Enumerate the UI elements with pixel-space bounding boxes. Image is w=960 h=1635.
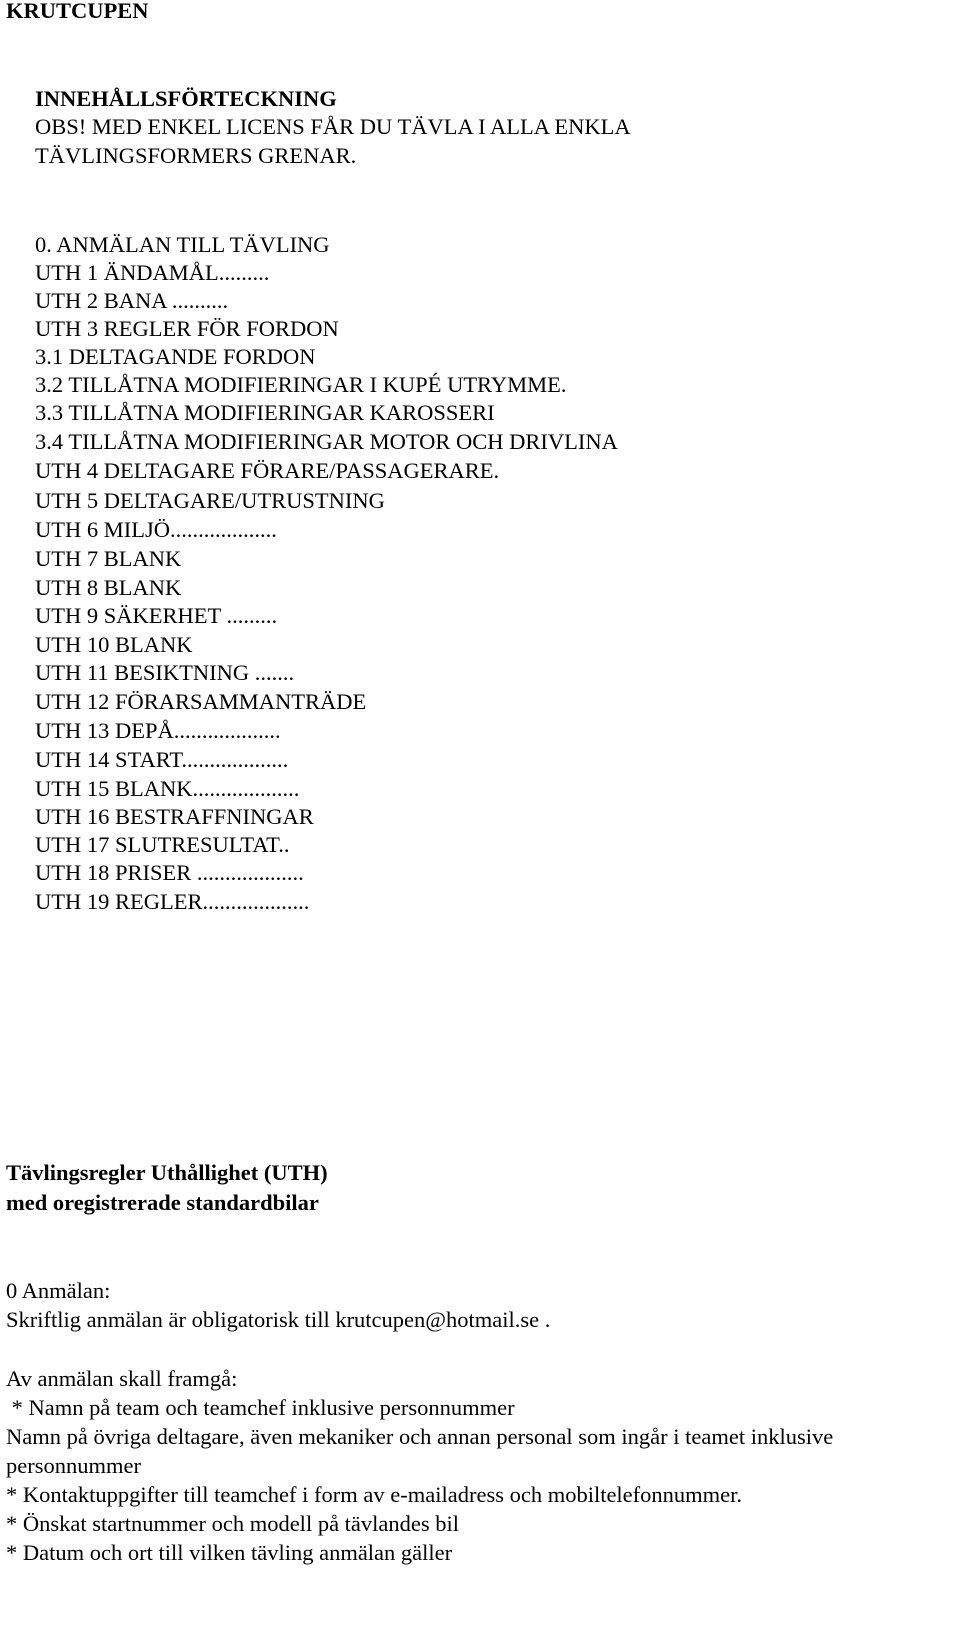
toc-item: UTH 9 SÄKERHET ......... [35, 603, 278, 628]
toc-item: UTH 3 REGLER FÖR FORDON [35, 316, 339, 341]
toc-item: 3.1 DELTAGANDE FORDON [35, 344, 316, 369]
paragraph-line-1: Namn på övriga deltagare, även mekaniker och annan personal som ingår i teamet inklusive [6, 1424, 834, 1449]
list-item: * Önskat startnummer och modell på tävlandes bil [6, 1511, 460, 1536]
toc-heading: INNEHÅLLSFÖRTECKNING [35, 86, 337, 111]
section-0-text: Skriftlig anmälan är obligatorisk till krutcupen@hotmail.se . [6, 1307, 551, 1332]
toc-item: UTH 11 BESIKTNING ....... [35, 660, 295, 685]
toc-notice-line-2: TÄVLINGSFORMERS GRENAR. [35, 143, 357, 168]
toc-item: UTH 12 FÖRARSAMMANTRÄDE [35, 689, 367, 714]
toc-item: UTH 13 DEPÅ................... [35, 718, 281, 743]
toc-item: UTH 7 BLANK [35, 546, 182, 571]
toc-item: 3.2 TILLÅTNA MODIFIERINGAR I KUPÉ UTRYMME. [35, 372, 567, 397]
list-item: * Namn på team och teamchef inklusive personnummer [6, 1395, 515, 1420]
toc-item: 0. ANMÄLAN TILL TÄVLING [35, 232, 330, 257]
section-0-heading: 0 Anmälan: [6, 1278, 111, 1303]
toc-item: UTH 17 SLUTRESULTAT.. [35, 832, 290, 857]
rules-title-line-1: Tävlingsregler Uthållighet (UTH) [6, 1160, 328, 1185]
toc-item: UTH 15 BLANK................... [35, 776, 300, 801]
toc-item: UTH 14 START................... [35, 747, 289, 772]
toc-item: UTH 8 BLANK [35, 575, 182, 600]
list-item: * Datum och ort till vilken tävling anmälan gäller [6, 1540, 453, 1565]
toc-item: UTH 1 ÄNDAMÅL......... [35, 260, 270, 285]
document-title: KRUTCUPEN [6, 0, 149, 23]
toc-item: 3.4 TILLÅTNA MODIFIERINGAR MOTOR OCH DRIVLINA [35, 429, 618, 454]
toc-item: UTH 6 MILJÖ................... [35, 517, 277, 542]
toc-item: 3.3 TILLÅTNA MODIFIERINGAR KAROSSERI [35, 400, 495, 425]
toc-item: UTH 10 BLANK [35, 632, 193, 657]
toc-item: UTH 16 BESTRAFFNINGAR [35, 804, 314, 829]
toc-item: UTH 2 BANA .......... [35, 288, 229, 313]
rules-title-line-2: med oregistrerade standardbilar [6, 1190, 319, 1215]
toc-item: UTH 5 DELTAGARE/UTRUSTNING [35, 488, 385, 513]
toc-item: UTH 4 DELTAGARE FÖRARE/PASSAGERARE. [35, 458, 500, 483]
paragraph-line-2: personnummer [6, 1453, 141, 1478]
toc-notice-line-1: OBS! MED ENKEL LICENS FÅR DU TÄVLA I ALLA ENKLA [35, 114, 631, 139]
toc-item: UTH 19 REGLER................... [35, 889, 310, 914]
list-item: * Kontaktuppgifter till teamchef i form av e-mailadress och mobiltelefonnummer. [6, 1482, 743, 1507]
toc-item: UTH 18 PRISER ................... [35, 860, 304, 885]
must-include-heading: Av anmälan skall framgå: [6, 1366, 238, 1391]
